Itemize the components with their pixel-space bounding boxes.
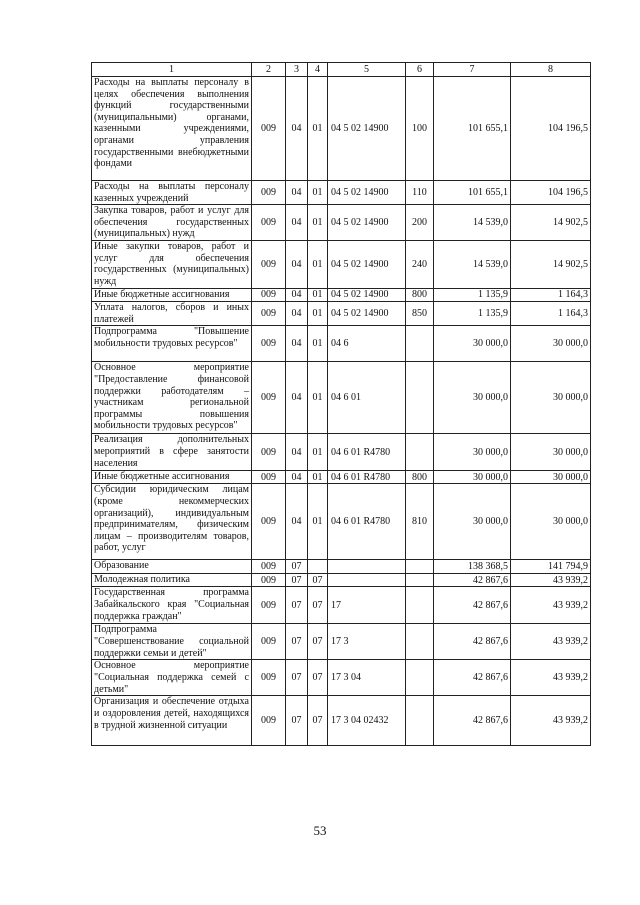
csr-cell bbox=[328, 574, 406, 587]
ved-cell: 009 bbox=[252, 560, 286, 574]
sum-year2-cell: 30 000,0 bbox=[511, 471, 591, 484]
sum-year1-cell: 1 135,9 bbox=[434, 302, 511, 326]
header-cell: 6 bbox=[406, 63, 434, 77]
sum-year2-cell: 30 000,0 bbox=[511, 362, 591, 434]
header-cell: 2 bbox=[252, 63, 286, 77]
sum-year2-cell: 14 902,5 bbox=[511, 205, 591, 241]
rz-cell: 07 bbox=[286, 587, 308, 624]
header-cell: 7 bbox=[434, 63, 511, 77]
table-row bbox=[92, 484, 591, 560]
row-name-cell: Государственная программа Забайкальского края "Социальная поддержка граждан" bbox=[92, 587, 252, 624]
vr-cell: 100 bbox=[406, 77, 434, 181]
rz-cell: 04 bbox=[286, 205, 308, 241]
pr-cell: 01 bbox=[308, 205, 328, 241]
sum-year1-cell: 101 655,1 bbox=[434, 181, 511, 205]
row-name-cell: Иные бюджетные ассигнования bbox=[92, 471, 252, 484]
sum-year1-cell: 42 867,6 bbox=[434, 696, 511, 746]
csr-cell: 04 5 02 14900 bbox=[328, 241, 406, 289]
row-name-cell: Молодежная политика bbox=[92, 574, 252, 587]
pr-cell: 01 bbox=[308, 181, 328, 205]
rz-cell: 04 bbox=[286, 289, 308, 302]
pr-cell: 01 bbox=[308, 326, 328, 362]
table-row bbox=[92, 696, 591, 746]
ved-cell: 009 bbox=[252, 696, 286, 746]
pr-cell: 01 bbox=[308, 362, 328, 434]
page-number: 53 bbox=[313, 823, 327, 838]
row-name-cell: Иные бюджетные ассигнования bbox=[92, 289, 252, 302]
table-row bbox=[92, 471, 591, 484]
sum-year2-cell: 14 902,5 bbox=[511, 241, 591, 289]
sum-year2-cell: 30 000,0 bbox=[511, 434, 591, 471]
sum-year2-cell: 1 164,3 bbox=[511, 302, 591, 326]
vr-cell bbox=[406, 326, 434, 362]
table-row bbox=[92, 302, 591, 326]
sum-year2-cell: 43 939,2 bbox=[511, 624, 591, 660]
sum-year1-cell: 14 539,0 bbox=[434, 241, 511, 289]
header-cell: 4 bbox=[308, 63, 328, 77]
row-name-cell: Образование bbox=[92, 560, 252, 574]
ved-cell: 009 bbox=[252, 205, 286, 241]
sum-year1-cell: 42 867,6 bbox=[434, 660, 511, 696]
sum-year1-cell: 1 135,9 bbox=[434, 289, 511, 302]
csr-cell: 17 3 04 bbox=[328, 660, 406, 696]
sum-year2-cell: 30 000,0 bbox=[511, 484, 591, 560]
sum-year1-cell: 42 867,6 bbox=[434, 624, 511, 660]
sum-year2-cell: 30 000,0 bbox=[511, 326, 591, 362]
ved-cell: 009 bbox=[252, 289, 286, 302]
rz-cell: 07 bbox=[286, 696, 308, 746]
row-name-cell: Реализация дополнительных мероприятий в сфере занятости населения bbox=[92, 434, 252, 471]
sum-year2-cell: 43 939,2 bbox=[511, 660, 591, 696]
table-row bbox=[92, 660, 591, 696]
ved-cell: 009 bbox=[252, 434, 286, 471]
ved-cell: 009 bbox=[252, 624, 286, 660]
row-name-cell: Расходы на выплаты персоналу в целях обеспечения выполнения функций государственными (муниципальными) органами, казенными учреждениями, органами управления государственными внебюджетными фондами bbox=[92, 77, 252, 181]
table-row bbox=[92, 289, 591, 302]
ved-cell: 009 bbox=[252, 574, 286, 587]
sum-year1-cell: 14 539,0 bbox=[434, 205, 511, 241]
header-cell: 1 bbox=[92, 63, 252, 77]
csr-cell: 04 5 02 14900 bbox=[328, 302, 406, 326]
csr-cell: 04 6 01 R4780 bbox=[328, 484, 406, 560]
ved-cell: 009 bbox=[252, 77, 286, 181]
rz-cell: 04 bbox=[286, 326, 308, 362]
sum-year2-cell: 43 939,2 bbox=[511, 587, 591, 624]
sum-year2-cell: 141 794,9 bbox=[511, 560, 591, 574]
table-row bbox=[92, 181, 591, 205]
rz-cell: 04 bbox=[286, 484, 308, 560]
sum-year2-cell: 1 164,3 bbox=[511, 289, 591, 302]
pr-cell: 07 bbox=[308, 624, 328, 660]
pr-cell: 07 bbox=[308, 696, 328, 746]
ved-cell: 009 bbox=[252, 362, 286, 434]
sum-year1-cell: 30 000,0 bbox=[434, 484, 511, 560]
ved-cell: 009 bbox=[252, 471, 286, 484]
vr-cell bbox=[406, 587, 434, 624]
rz-cell: 07 bbox=[286, 574, 308, 587]
rz-cell: 04 bbox=[286, 471, 308, 484]
vr-cell: 110 bbox=[406, 181, 434, 205]
pr-cell: 01 bbox=[308, 289, 328, 302]
row-name-cell: Подпрограмма "Совершенствование социальной поддержки семьи и детей" bbox=[92, 624, 252, 660]
csr-cell: 04 6 bbox=[328, 326, 406, 362]
csr-cell: 04 5 02 14900 bbox=[328, 181, 406, 205]
ved-cell: 009 bbox=[252, 484, 286, 560]
vr-cell: 810 bbox=[406, 484, 434, 560]
header-cell: 3 bbox=[286, 63, 308, 77]
row-name-cell: Уплата налогов, сборов и иных платежей bbox=[92, 302, 252, 326]
table-row bbox=[92, 434, 591, 471]
row-name-cell: Расходы на выплаты персоналу казенных учреждений bbox=[92, 181, 252, 205]
csr-cell: 04 5 02 14900 bbox=[328, 77, 406, 181]
sum-year1-cell: 138 368,5 bbox=[434, 560, 511, 574]
csr-cell: 04 6 01 R4780 bbox=[328, 471, 406, 484]
vr-cell bbox=[406, 434, 434, 471]
table-row bbox=[92, 574, 591, 587]
sum-year1-cell: 101 655,1 bbox=[434, 77, 511, 181]
vr-cell: 240 bbox=[406, 241, 434, 289]
row-name-cell: Основное мероприятие "Социальная поддержка семей с детьми" bbox=[92, 660, 252, 696]
table-row bbox=[92, 241, 591, 289]
rz-cell: 07 bbox=[286, 660, 308, 696]
row-name-cell: Основное мероприятие "Предоставление финансовой поддержки работодателям – участникам региональной программы повышения мобильности трудовых ресурсов" bbox=[92, 362, 252, 434]
vr-cell bbox=[406, 660, 434, 696]
sum-year1-cell: 42 867,6 bbox=[434, 587, 511, 624]
row-name-cell: Подпрограмма "Повышение мобильности трудовых ресурсов" bbox=[92, 326, 252, 362]
pr-cell: 07 bbox=[308, 660, 328, 696]
vr-cell: 200 bbox=[406, 205, 434, 241]
table-row bbox=[92, 560, 591, 574]
sum-year1-cell: 42 867,6 bbox=[434, 574, 511, 587]
vr-cell: 850 bbox=[406, 302, 434, 326]
table-row bbox=[92, 624, 591, 660]
rz-cell: 04 bbox=[286, 181, 308, 205]
csr-cell: 04 5 02 14900 bbox=[328, 289, 406, 302]
table-row bbox=[92, 326, 591, 362]
row-name-cell: Субсидии юридическим лицам (кроме некоммерческих организаций), индивидуальным предпринимателям, физическим лицам – производителям товаров, работ, услуг bbox=[92, 484, 252, 560]
table-row bbox=[92, 362, 591, 434]
pr-cell: 01 bbox=[308, 77, 328, 181]
row-name-cell: Организация и обеспечение отдыха и оздоровления детей, находящихся в трудной жизненной ситуации bbox=[92, 696, 252, 746]
ved-cell: 009 bbox=[252, 181, 286, 205]
header-cell: 8 bbox=[511, 63, 591, 77]
rz-cell: 04 bbox=[286, 302, 308, 326]
table-row bbox=[92, 77, 591, 181]
sum-year1-cell: 30 000,0 bbox=[434, 434, 511, 471]
pr-cell bbox=[308, 560, 328, 574]
table-row bbox=[92, 205, 591, 241]
vr-cell bbox=[406, 624, 434, 660]
sum-year1-cell: 30 000,0 bbox=[434, 326, 511, 362]
sum-year2-cell: 43 939,2 bbox=[511, 696, 591, 746]
pr-cell: 01 bbox=[308, 471, 328, 484]
ved-cell: 009 bbox=[252, 587, 286, 624]
table-body bbox=[92, 63, 591, 746]
csr-cell: 17 3 bbox=[328, 624, 406, 660]
pr-cell: 01 bbox=[308, 484, 328, 560]
sum-year1-cell: 30 000,0 bbox=[434, 362, 511, 434]
csr-cell: 04 6 01 bbox=[328, 362, 406, 434]
ved-cell: 009 bbox=[252, 302, 286, 326]
table-row bbox=[92, 587, 591, 624]
ved-cell: 009 bbox=[252, 241, 286, 289]
csr-cell bbox=[328, 560, 406, 574]
pr-cell: 07 bbox=[308, 574, 328, 587]
csr-cell: 04 6 01 R4780 bbox=[328, 434, 406, 471]
csr-cell: 17 3 04 02432 bbox=[328, 696, 406, 746]
rz-cell: 04 bbox=[286, 434, 308, 471]
rz-cell: 04 bbox=[286, 77, 308, 181]
pr-cell: 01 bbox=[308, 302, 328, 326]
vr-cell bbox=[406, 574, 434, 587]
vr-cell bbox=[406, 362, 434, 434]
pr-cell: 07 bbox=[308, 587, 328, 624]
vr-cell: 800 bbox=[406, 471, 434, 484]
row-name-cell: Иные закупки товаров, работ и услуг для обеспечения государственных (муниципальных) нужд bbox=[92, 241, 252, 289]
sum-year2-cell: 104 196,5 bbox=[511, 77, 591, 181]
row-name-cell: Закупка товаров, работ и услуг для обеспечения государственных (муниципальных) нужд bbox=[92, 205, 252, 241]
sum-year2-cell: 43 939,2 bbox=[511, 574, 591, 587]
sum-year1-cell: 30 000,0 bbox=[434, 471, 511, 484]
vr-cell bbox=[406, 696, 434, 746]
pr-cell: 01 bbox=[308, 434, 328, 471]
pr-cell: 01 bbox=[308, 241, 328, 289]
ved-cell: 009 bbox=[252, 660, 286, 696]
sum-year2-cell: 104 196,5 bbox=[511, 181, 591, 205]
rz-cell: 04 bbox=[286, 362, 308, 434]
rz-cell: 07 bbox=[286, 560, 308, 574]
vr-cell bbox=[406, 560, 434, 574]
vr-cell: 800 bbox=[406, 289, 434, 302]
csr-cell: 04 5 02 14900 bbox=[328, 205, 406, 241]
table-header-row bbox=[92, 63, 591, 77]
rz-cell: 07 bbox=[286, 624, 308, 660]
rz-cell: 04 bbox=[286, 241, 308, 289]
ved-cell: 009 bbox=[252, 326, 286, 362]
header-cell: 5 bbox=[328, 63, 406, 77]
budget-table bbox=[91, 62, 591, 746]
csr-cell: 17 bbox=[328, 587, 406, 624]
